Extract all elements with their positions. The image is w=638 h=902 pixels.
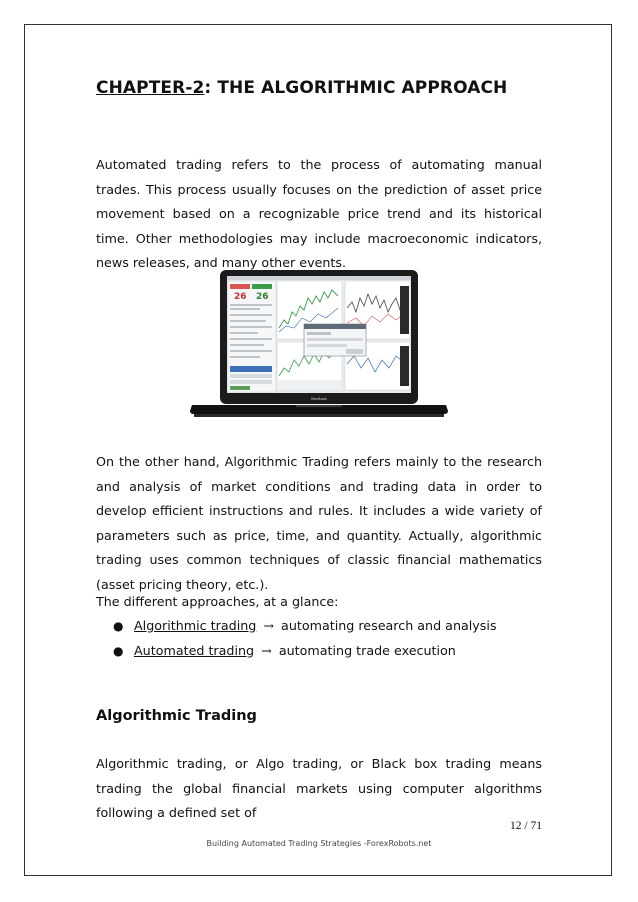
approaches-intro: The different approaches, at a glance: <box>96 594 339 609</box>
chapter-title <box>96 78 507 98</box>
chapter-label[interactable]: CHAPTER-2 <box>96 78 205 98</box>
laptop-trading-image <box>186 268 452 424</box>
algorithmic-paragraph: On the other hand, Algorithmic Trading refers mainly to the research and analysis of market conditions and trading data in order to develop efficient instructions and rules. It includes a wide variety of parameters such as price, time, and quantity. Actually, algorithmic trading uses common techniques of classic financial mathematics (asset pricing theory, etc.). <box>96 454 542 592</box>
approach-description: automating research and analysis <box>281 618 497 633</box>
approach-term-link[interactable]: Automated trading <box>134 642 255 658</box>
algo-definition-paragraph: Algorithmic trading, or Algo trading, or Black box trading means trading the global financial markets using computer algorithms following a defined set of <box>96 756 542 820</box>
list-item <box>96 614 497 639</box>
bullet-icon: ● <box>113 643 124 658</box>
intro-paragraph: Automated trading refers to the process of automating manual trades. This process usually focuses on the prediction of asset price movement based on a recognizable price trend and its historical time. Other methodologies may include macroeconomic indicators, news releases, and many other events. <box>96 157 542 270</box>
section-heading: Algorithmic Trading <box>96 708 257 724</box>
arrow-right-icon: → <box>263 618 274 633</box>
page-number: 12 / 71 <box>510 820 542 832</box>
approach-description: automating trade execution <box>278 642 456 658</box>
approaches-list <box>96 614 497 663</box>
bullet-icon: ● <box>113 619 124 633</box>
page-footer: Building Automated Trading Strategies -ForexRobots.net <box>206 839 432 848</box>
arrow-right-icon: → <box>261 642 272 658</box>
laptop-brand-text: MacBook <box>311 397 327 401</box>
approach-term-link[interactable]: Algorithmic trading <box>134 618 257 633</box>
chapter-title-text: : THE ALGORITHMIC APPROACH <box>204 78 508 98</box>
price-right-text: 26 <box>256 292 269 302</box>
list-item <box>96 639 497 664</box>
price-left-text: 26 <box>234 292 247 302</box>
